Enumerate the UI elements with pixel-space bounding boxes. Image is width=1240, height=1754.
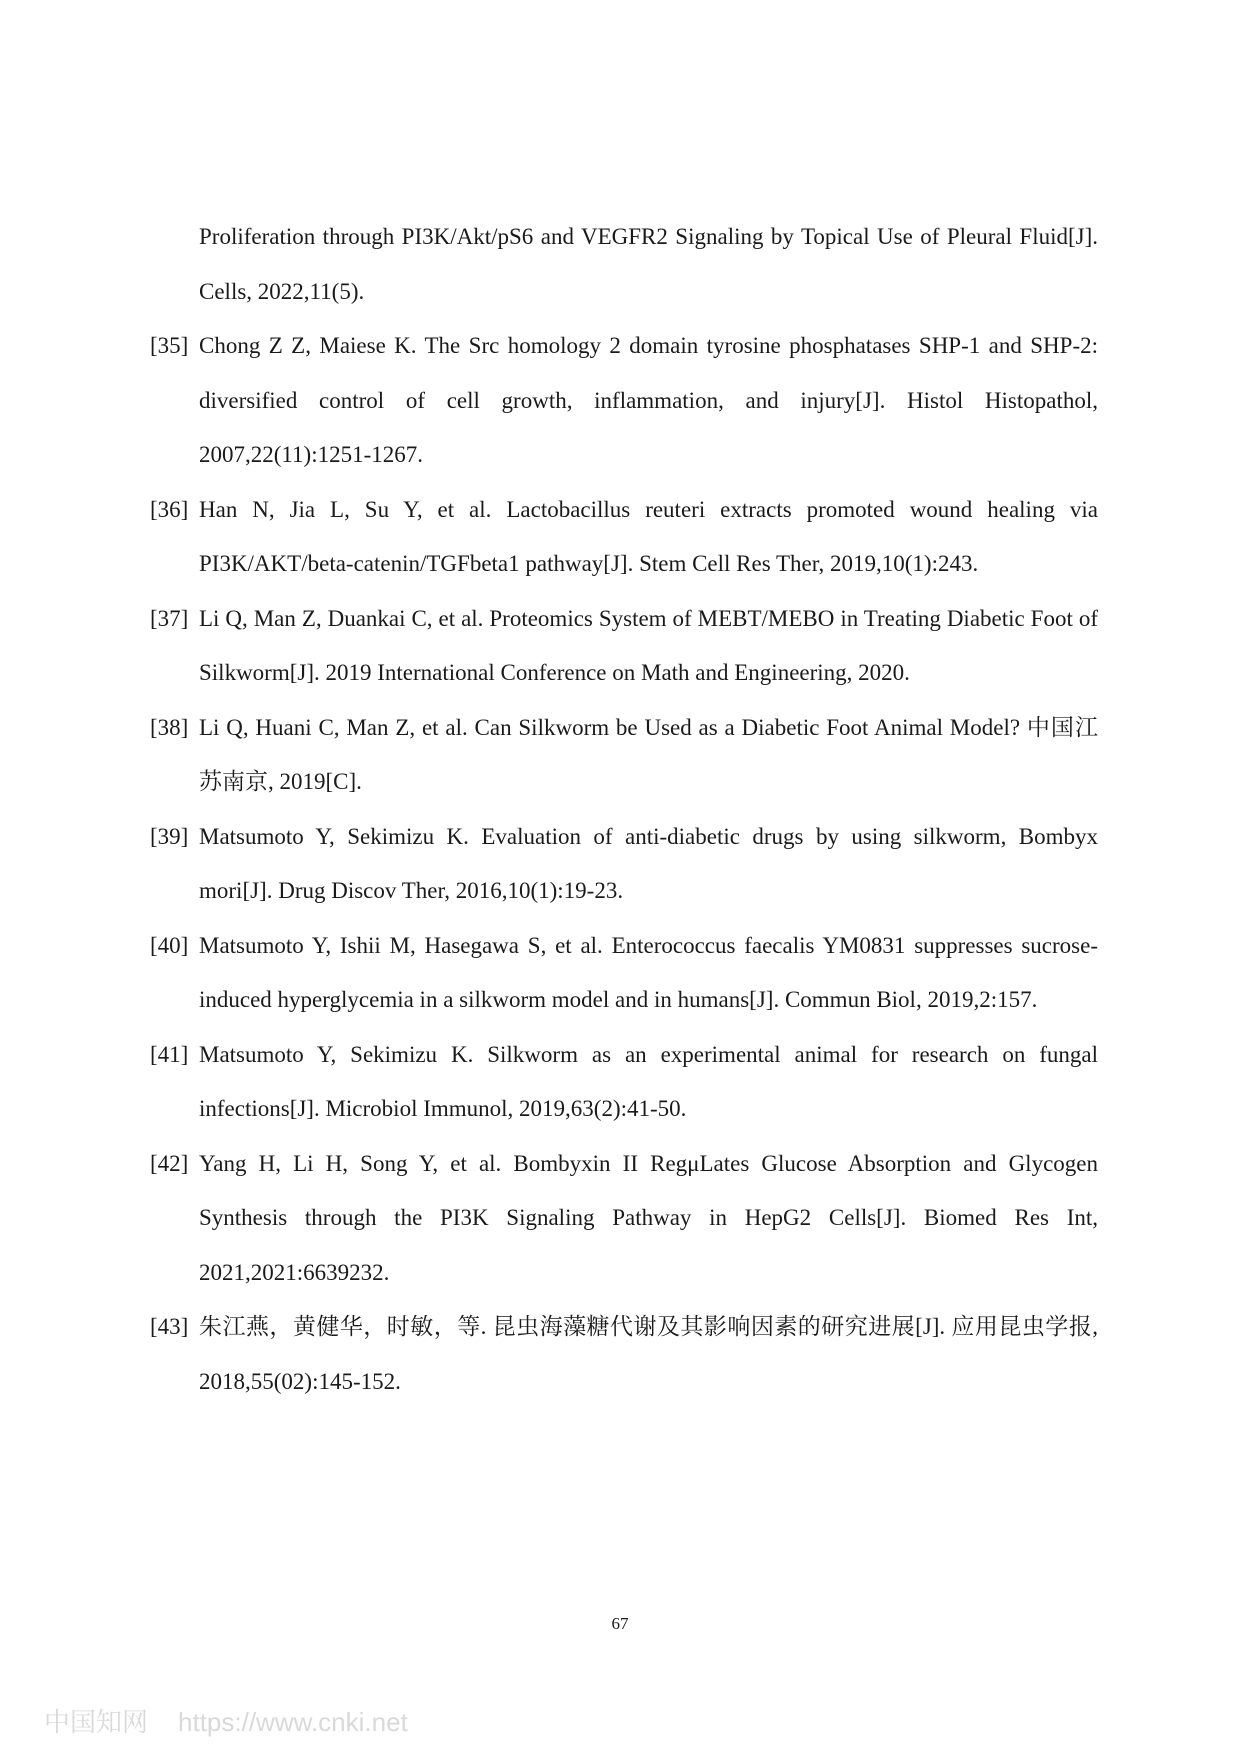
reference-number: [37] xyxy=(150,605,189,631)
reference-text: Proliferation through PI3K/Akt/pS6 and VEGFR2 Signaling by Topical Use of Pleural Fluid[J]. Cells, 2022,11(5). xyxy=(199,224,1098,304)
reference-text: Li Q, Huani C, Man Z, et al. Can Silkworm be Used as a Diabetic Foot Animal Model? 中国江苏南京, 2019[C]. xyxy=(199,714,1098,794)
reference-item-42 xyxy=(150,1137,1098,1301)
reference-text: Chong Z Z, Maiese K. The Src homology 2 domain tyrosine phosphatases SHP-1 and SHP-2: diversified control of cell growth, inflammation, and injury[J]. Histol Histopathol, 2007,22(11):1251-1267. xyxy=(199,333,1098,467)
reference-text: Matsumoto Y, Sekimizu K. Evaluation of anti-diabetic drugs by using silkworm, Bombyx mori[J]. Drug Discov Ther, 2016,10(1):19-23. xyxy=(199,823,1098,903)
reference-number: [42] xyxy=(150,1150,189,1176)
reference-text: Matsumoto Y, Sekimizu K. Silkworm as an experimental animal for research on fungal infections[J]. Microbiol Immunol, 2019,63(2):41-50. xyxy=(199,1041,1098,1121)
reference-item-38 xyxy=(150,701,1098,810)
page-number: 67 xyxy=(611,1614,629,1633)
reference-text: Han N, Jia L, Su Y, et al. Lactobacillus reuteri extracts promoted wound healing via PI3K/AKT/beta-catenin/TGFbeta1 pathway[J]. Stem Cell Res Ther, 2019,10(1):243. xyxy=(199,496,1098,576)
reference-item-40 xyxy=(150,919,1098,1028)
reference-text: 朱江燕，黄健华，时敏，等. 昆虫海藻糖代谢及其影响因素的研究进展[J]. 应用昆虫学报, 2018,55(02):145-152. xyxy=(199,1314,1098,1394)
reference-item-39 xyxy=(150,810,1098,919)
reference-number: [36] xyxy=(150,496,189,522)
reference-item-41 xyxy=(150,1028,1098,1137)
reference-item-37 xyxy=(150,592,1098,701)
cnki-url: https://www.cnki.net xyxy=(178,1707,408,1737)
reference-text: Li Q, Man Z, Duankai C, et al. Proteomics System of MEBT/MEBO in Treating Diabetic Foot of Silkworm[J]. 2019 International Conference on Math and Engineering, 2020. xyxy=(199,605,1098,685)
reference-item-36 xyxy=(150,483,1098,592)
reference-number: [41] xyxy=(150,1041,189,1067)
cnki-logo-text: 中国知网 xyxy=(44,1708,149,1738)
reference-item-continued xyxy=(150,210,1098,319)
reference-item-35 xyxy=(150,319,1098,483)
cnki-watermark xyxy=(44,1702,408,1739)
reference-text: Matsumoto Y, Ishii M, Hasegawa S, et al. Enterococcus faecalis YM0831 suppresses sucrose-induced hyperglycemia in a silkworm model and in humans[J]. Commun Biol, 2019,2:157. xyxy=(199,932,1098,1012)
reference-number: [38] xyxy=(150,714,189,740)
reference-number: [40] xyxy=(150,932,189,958)
reference-list xyxy=(150,210,1098,1409)
reference-number: [35] xyxy=(150,333,189,358)
reference-number: [43] xyxy=(150,1314,189,1339)
reference-number: [39] xyxy=(150,823,189,849)
reference-item-43 xyxy=(150,1300,1098,1409)
reference-text: Yang H, Li H, Song Y, et al. Bombyxin II RegμLates Glucose Absorption and Glycogen Synthesis through the PI3K Signaling Pathway in HepG2 Cells[J]. Biomed Res Int, 2021,2021:6639232. xyxy=(199,1150,1098,1285)
